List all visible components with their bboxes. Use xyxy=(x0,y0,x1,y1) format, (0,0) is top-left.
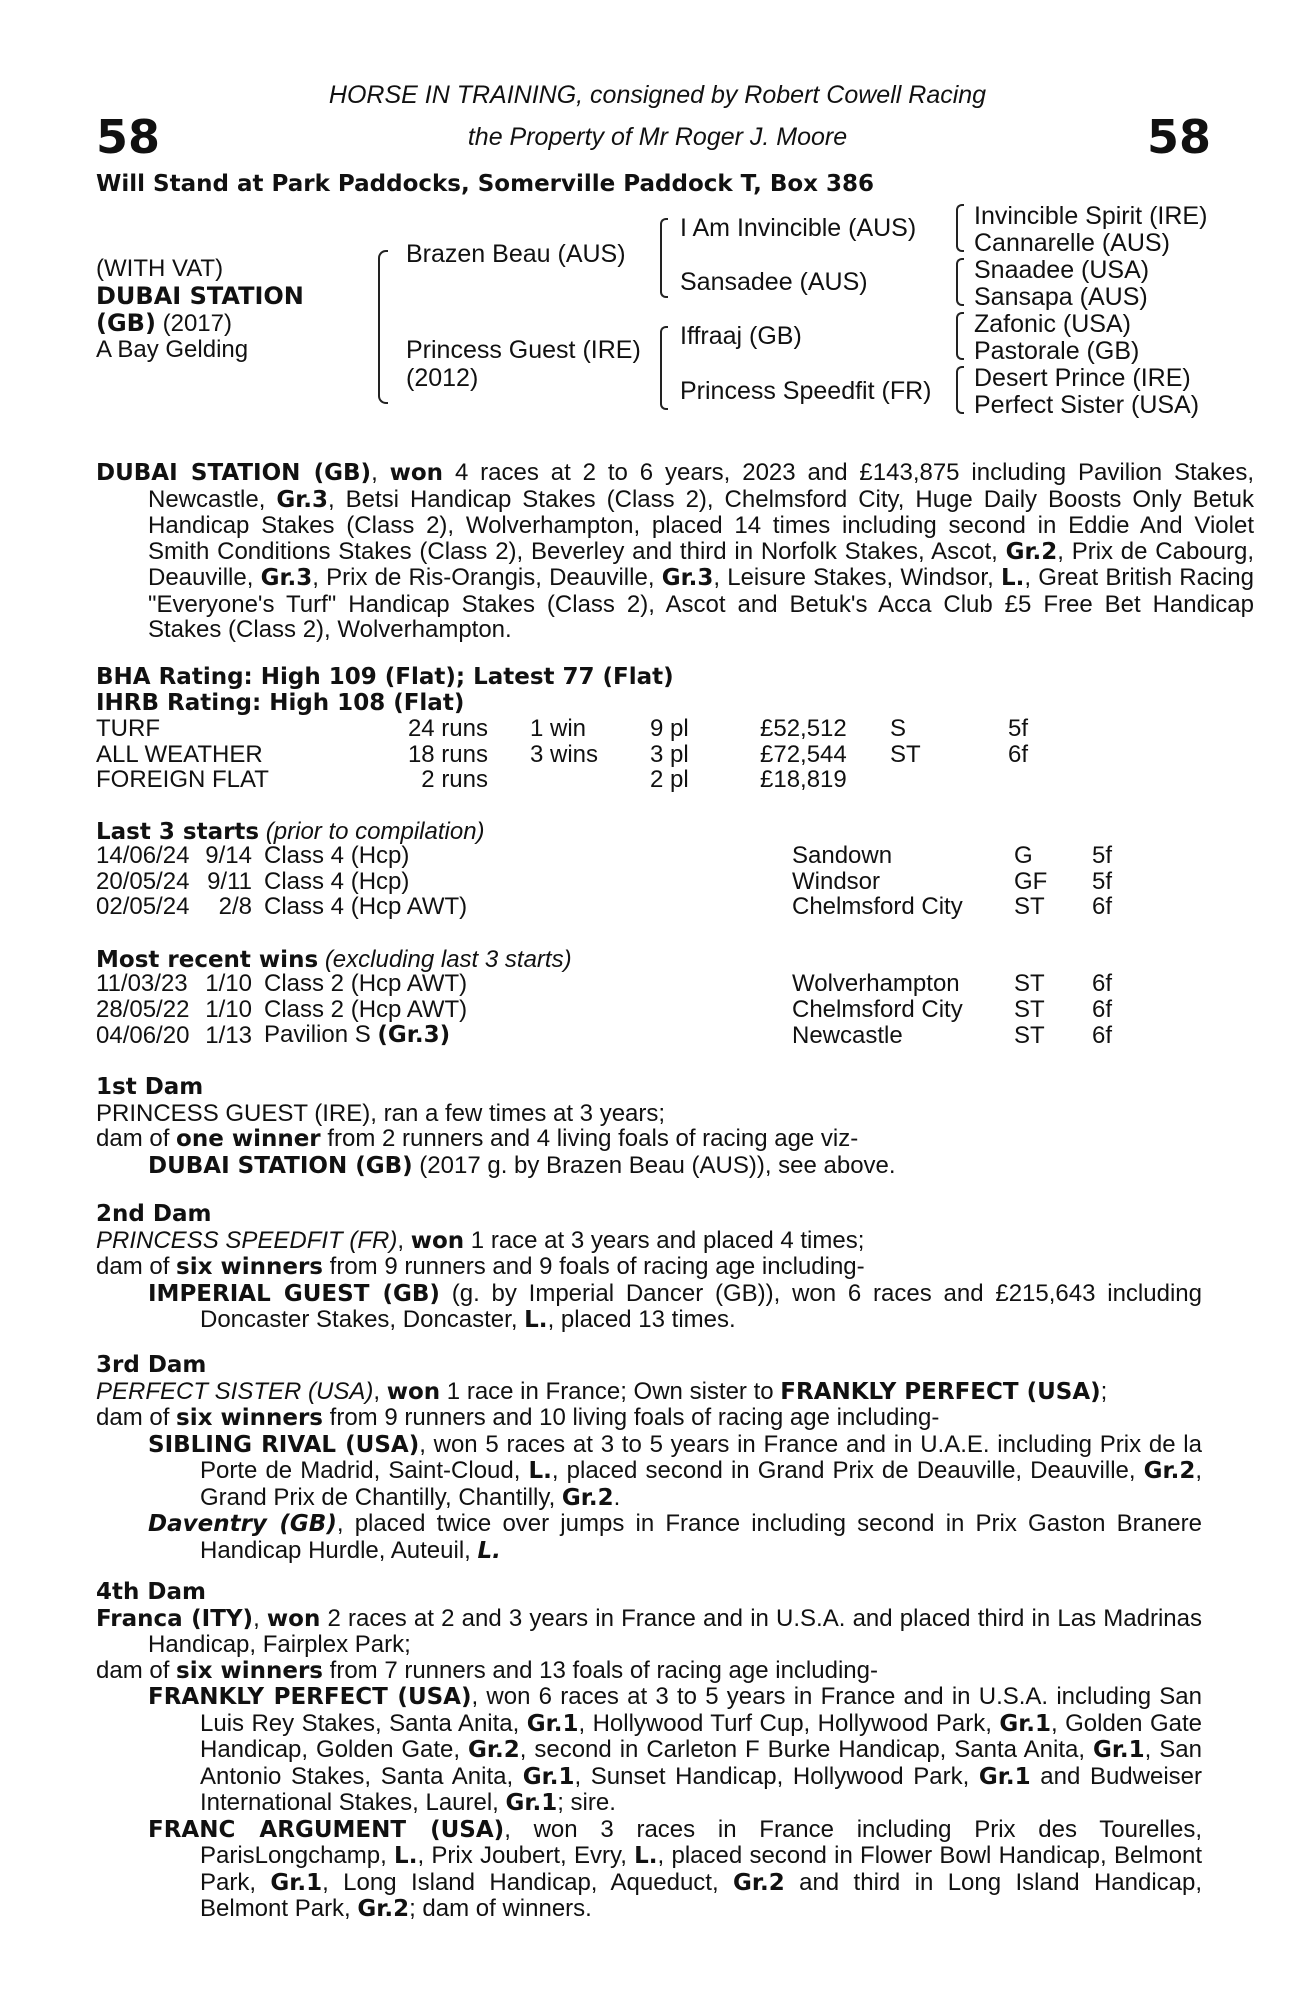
dam-sire-sire: Zafonic (USA) xyxy=(974,310,1131,338)
horse-origin-year xyxy=(96,309,232,338)
table-row: TURF 24 runs 1 win 9 pl £52,512 S 5f xyxy=(96,715,1029,742)
pedigree-brace xyxy=(378,250,388,404)
third-dam-progeny-2: Daventry (GB), placed twice over jumps in France including second in Prix Gaston Branere Handicap Hurdle, Auteuil, L. xyxy=(148,1510,1202,1564)
sire-dam: Sansadee (AUS) xyxy=(680,268,868,296)
dam-dam-dam: Perfect Sister (USA) xyxy=(974,391,1200,419)
bha-rating: BHA Rating: High 109 (Flat); Latest 77 (Flat) xyxy=(96,664,674,690)
table-row: ALL WEATHER 18 runs 3 wins 3 pl £72,544 ST 6f xyxy=(96,740,1029,768)
lot-number-left: 58 xyxy=(96,110,161,164)
first-dam-line: PRINCESS GUEST (IRE), ran a few times at 3 years; xyxy=(96,1099,666,1127)
horse-origin: (GB) xyxy=(96,309,156,337)
table-row: 14/06/24 9/14 Class 4 (Hcp) Sandown G 5f xyxy=(96,842,1113,869)
dam-sire-dam: Pastorale (GB) xyxy=(974,337,1140,365)
gen3-brace-3 xyxy=(956,312,964,360)
sire-dam-sire: Snaadee (USA) xyxy=(974,256,1150,284)
sire-brace xyxy=(660,218,668,298)
third-dam-progeny-1: SIBLING RIVAL (USA), won 5 races at 3 to 5 years in France and in U.A.E. including Prix de la Porte de Madrid, Saint-Cloud, L., placed second in Grand Prix de Deauville, Deauville, Gr.2, Grand Prix de Chantilly, Chantilly, Gr.2. xyxy=(148,1430,1202,1511)
fourth-dam-progeny-2: FRANC ARGUMENT (USA), won 3 races in France including Prix des Tourelles, ParisLongchamp, L., Prix Joubert, Evry, L., placed second in Flower Bowl Handicap, Belmont Park, Gr.1, Long Island Handicap, Aqueduct, Gr.2 and third in Long Island Handicap, Belmont Park, Gr.2; dam of winners. xyxy=(148,1815,1203,1922)
sire-sire-sire: Invincible Spirit (IRE) xyxy=(974,202,1208,230)
dam-dam-sire: Desert Prince (IRE) xyxy=(974,364,1191,392)
table-row: 04/06/20 1/13 Pavilion S (Gr.3) Newcastle ST 6f xyxy=(96,1021,1113,1049)
horse-name: DUBAI STATION xyxy=(96,282,304,310)
table-row: 11/03/23 1/10 Class 2 (Hcp AWT) Wolverhampton ST 6f xyxy=(96,970,1113,997)
first-dam-heading: 1st Dam xyxy=(96,1074,204,1100)
horse-description: A Bay Gelding xyxy=(96,336,249,363)
gen3-brace-1 xyxy=(956,204,964,252)
lot-number-right: 58 xyxy=(1147,110,1212,164)
gen3-brace-4 xyxy=(956,366,964,414)
first-dam-progeny: DUBAI STATION (GB) (2017 g. by Brazen Beau (AUS)), see above. xyxy=(148,1151,896,1179)
ihrb-rating: IHRB Rating: High 108 (Flat) xyxy=(96,690,465,716)
fourth-dam-heading: 4th Dam xyxy=(96,1579,206,1605)
recent-wins-heading: Most recent wins (excluding last 3 starts) xyxy=(96,946,572,973)
horse-year: (2017) xyxy=(162,310,232,337)
dam-dam: Princess Speedfit (FR) xyxy=(680,377,932,405)
sire: Brazen Beau (AUS) xyxy=(406,240,626,268)
race-record-table xyxy=(96,716,1028,793)
race-summary: DUBAI STATION (GB), won 4 races at 2 to 6 years, 2023 and £143,875 including Pavilion Stakes, Newcastle, Gr.3, Betsi Handicap Stakes (Class 2), Chelmsford City, Huge Daily Boosts Only Betuk Handicap Stakes (Class 2), Wolverhampton, placed 14 times including second in Eddie And Violet Smith Conditions Stakes (Class 2), Beverley and third in Norfolk Stakes, Ascot, Gr.2, Prix de Cabourg, Deauville, Gr.3, Prix de Ris-Orangis, Deauville, Gr.3, Leisure Stakes, Windsor, L., Great British Racing "Everyone's Turf" Handicap Stakes (Class 2), Ascot and Betuk's Acca Club £5 Free Bet Handicap Stakes (Class 2), Wolverhampton. xyxy=(96,459,1254,643)
recent-wins-table xyxy=(96,971,1112,1049)
last3-table xyxy=(96,843,1112,920)
second-dam-section: 2nd Dam PRINCESS SPEEDFIT (FR), won 1 race at 3 years and placed 4 times; dam of six winners from 9 runners and 9 foals of racing age including- IMPERIAL GUEST (GB) (g. by Imperial Dancer (GB)), won 6 races and £215,643 including Doncaster Stakes, Doncaster, L., placed 13 times. xyxy=(96,1201,1202,1333)
fourth-dam-progeny-1: FRANKLY PERFECT (USA), won 6 races at 3 to 5 years in France and in U.S.A. including San Luis Rey Stakes, Santa Anita, Gr.1, Hollywood Turf Cup, Hollywood Park, Gr.1, Golden Gate Handicap, Golden Gate, Gr.2, second in Carleton F Burke Handicap, Santa Anita, Gr.1, San Antonio Stakes, Santa Anita, Gr.1, Sunset Handicap, Hollywood Park, Gr.1 and Budweiser International Stakes, Laurel, Gr.1; sire. xyxy=(148,1683,1203,1816)
table-row: 28/05/22 1/10 Class 2 (Hcp AWT) Chelmsford City ST 6f xyxy=(96,995,1113,1023)
first-dam-section: 1st Dam PRINCESS GUEST (IRE), ran a few times at 3 years; dam of one winner from 2 runners and 4 living foals of racing age viz- DUBAI STATION (GB) (2017 g. by Brazen Beau (AUS)), see above. xyxy=(96,1075,1202,1179)
property-line: the Property of Mr Roger J. Moore xyxy=(467,123,848,151)
vat-note: (WITH VAT) xyxy=(96,255,224,282)
second-dam-progeny: IMPERIAL GUEST (GB) (g. by Imperial Dancer (GB)), won 6 races and £215,643 including Doncaster Stakes, Doncaster, L., placed 13 times. xyxy=(148,1279,1202,1333)
consignment-line: HORSE IN TRAINING, consigned by Robert Cowell Racing xyxy=(328,81,987,109)
second-dam-heading: 2nd Dam xyxy=(96,1201,212,1227)
fourth-dam-section: 4th Dam Franca (ITY), won 2 races at 2 and 3 years in France and in U.S.A. and placed third in Las Madrinas Handicap, Fairplex Park; dam of six winners from 7 runners and 13 foals of racing age including- FRANKLY PERFECT (USA), won 6 races at 3 to 5 years in France and in U.S.A. including San Luis Rey Stakes, Santa Anita, Gr.1, Hollywood Turf Cup, Hollywood Park, Gr.1, Golden Gate Handicap, Golden Gate, Gr.2, second in Carleton F Burke Handicap, Santa Anita, Gr.1, San Antonio Stakes, Santa Anita, Gr.1, Sunset Handicap, Hollywood Park, Gr.1 and Budweiser International Stakes, Laurel, Gr.1; sire. FRANC ARGUMENT (USA), won 3 races in France including Prix des Tourelles, ParisLongchamp, L., Prix Joubert, Evry, L., placed second in Flower Bowl Handicap, Belmont Park, Gr.1, Long Island Handicap, Aqueduct, Gr.2 and third in Long Island Handicap, Belmont Park, Gr.2; dam of winners. xyxy=(96,1579,1203,1922)
sire-sire: I Am Invincible (AUS) xyxy=(680,214,917,242)
third-dam-section: 3rd Dam PERFECT SISTER (USA), won 1 race in France; Own sister to FRANKLY PERFECT (USA); dam of six winners from 9 runners and 10 living foals of racing age including- SIBLING RIVAL (USA), won 5 races at 3 to 5 years in France and in U.A.E. including Prix de la Porte de Madrid, Saint-Cloud, L., placed second in Grand Prix de Deauville, Deauville, Gr.2, Grand Prix de Chantilly, Chantilly, Gr.2. Daventry (GB), placed twice over jumps in France including second in Prix Gaston Branere Handicap Hurdle, Auteuil, L. xyxy=(96,1352,1202,1564)
gen3-brace-2 xyxy=(956,258,964,306)
third-dam-heading: 3rd Dam xyxy=(96,1352,207,1378)
stand-location: Will Stand at Park Paddocks, Somerville Paddock T, Box 386 xyxy=(96,171,875,197)
table-row: 02/05/24 2/8 Class 4 (Hcp AWT) Chelmsford City ST 6f xyxy=(96,893,1113,920)
dam-brace xyxy=(660,326,668,410)
sire-sire-dam: Cannarelle (AUS) xyxy=(974,229,1170,257)
table-row: 20/05/24 9/11 Class 4 (Hcp) Windsor GF 5f xyxy=(96,867,1113,895)
dam: Princess Guest (IRE) xyxy=(406,336,641,364)
dam-sire: Iffraaj (GB) xyxy=(680,322,802,350)
table-row: FOREIGN FLAT 2 runs 2 pl £18,819 xyxy=(96,766,847,793)
last3-heading: Last 3 starts (prior to compilation) xyxy=(96,818,485,845)
dam-year: (2012) xyxy=(406,364,479,392)
sire-dam-dam: Sansapa (AUS) xyxy=(974,283,1148,311)
